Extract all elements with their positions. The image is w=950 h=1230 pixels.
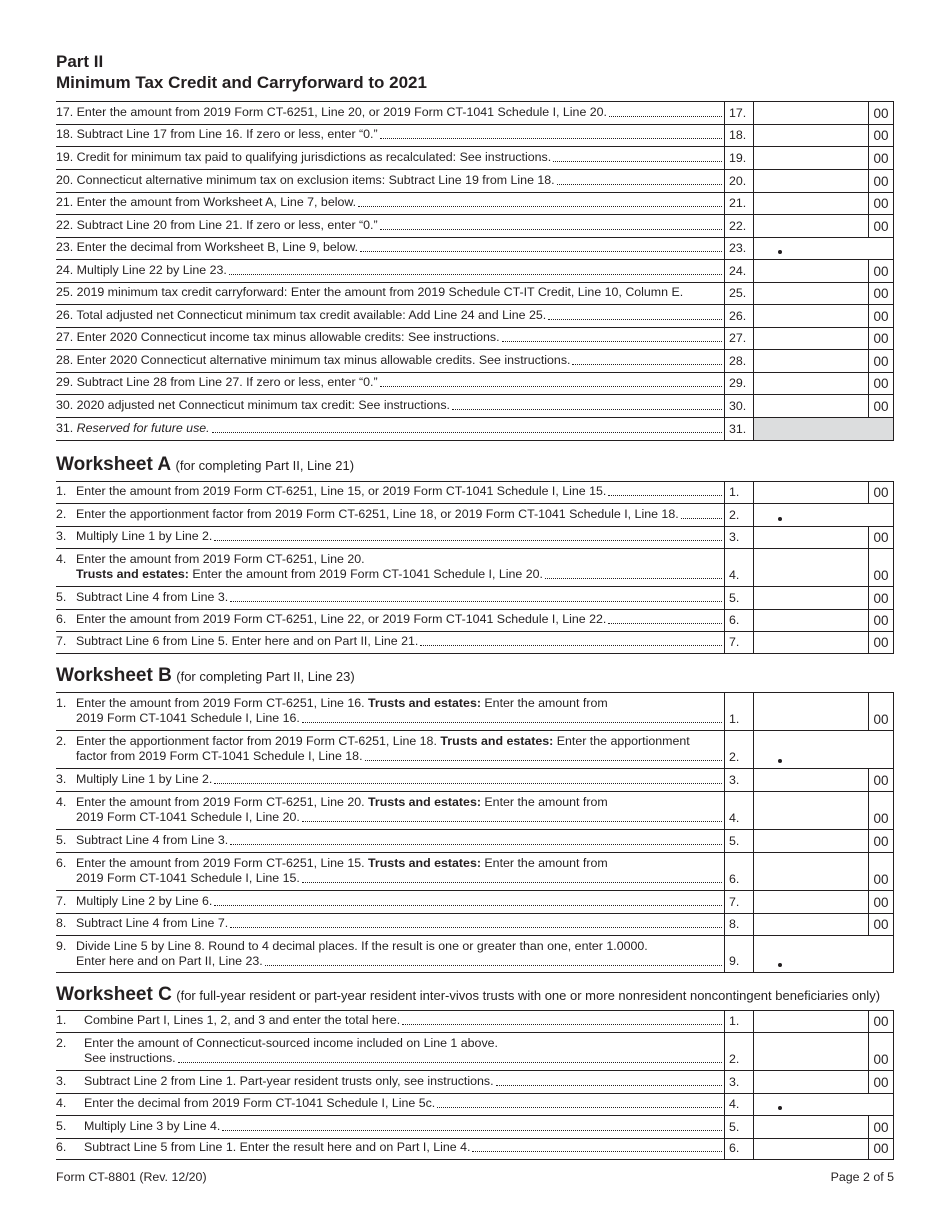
amount-field[interactable] [754, 587, 868, 609]
line-text: Subtract Line 4 from Line 3. [76, 590, 229, 604]
amount-field[interactable] [754, 792, 868, 829]
line-number: 20. [724, 170, 754, 192]
line-text: 28. Enter 2020 Connecticut alternative minimum tax minus allowable credits. See instructions. [56, 353, 571, 367]
line-text-1: Divide Line 5 by Line 8. Round to 4 decimal places. If the result is one or greater than one, enter 1.0000. [76, 939, 648, 953]
cents-label: 00 [868, 769, 894, 791]
part-subtitle: Minimum Tax Credit and Carryforward to 2021 [56, 73, 427, 92]
decimal-field[interactable] [754, 936, 893, 972]
amount-field[interactable] [754, 395, 868, 417]
cents-label: 00 [868, 632, 894, 653]
line-text: 2019 Form CT-1041 Schedule I, Line 20. [76, 810, 300, 824]
amount-field[interactable] [754, 260, 868, 282]
line-number: 7. [724, 632, 754, 653]
cents-label: 00 [868, 1116, 894, 1138]
cents-label: 00 [868, 350, 894, 372]
line-text: Multiply Line 3 by Line 4. [84, 1119, 221, 1133]
line-bold: Trusts and estates: [368, 696, 481, 710]
line-label: 1. [56, 696, 67, 710]
decimal-field[interactable] [754, 504, 893, 526]
line-text: See instructions. [84, 1051, 176, 1065]
line-text: Enter the amount from 2019 Form CT-6251, Line 22, or 2019 Form CT-1041 Schedule I, Line 22. [76, 612, 607, 626]
line-label: 9. [56, 939, 67, 953]
cents-label: 00 [868, 328, 894, 349]
line-row [56, 1115, 894, 1138]
decimal-field[interactable] [754, 1094, 893, 1115]
amount-field[interactable] [754, 891, 868, 913]
line-text: Combine Part I, Lines 1, 2, and 3 and enter the total here. [84, 1013, 401, 1027]
line-number: 9. [724, 936, 754, 972]
line-row [56, 304, 894, 327]
line-row [56, 1070, 894, 1093]
line-text: 20. Connecticut alternative minimum tax on exclusion items: Subtract Line 19 from Line 18. [56, 173, 555, 187]
cents-label: 00 [868, 693, 894, 730]
cents-label: 00 [868, 305, 894, 327]
amount-field[interactable] [754, 102, 868, 124]
line-label: 4. [56, 552, 67, 566]
line-label: 3. [56, 1074, 67, 1088]
line-number: 18. [724, 125, 754, 146]
cents-label: 00 [868, 527, 894, 548]
line-label: 2. [56, 507, 67, 521]
line-row [56, 730, 894, 768]
cents-label: 00 [868, 373, 894, 394]
amount-field[interactable] [754, 373, 868, 394]
line-number: 3. [724, 769, 754, 791]
decimal-point [778, 759, 782, 763]
line-text: 22. Subtract Line 20 from Line 21. If zero or less, enter “0.” [56, 218, 378, 232]
amount-field[interactable] [754, 170, 868, 192]
amount-field[interactable] [754, 305, 868, 327]
cents-label: 00 [868, 792, 894, 829]
line-text-1b: Enter the amount from [484, 795, 608, 809]
line-number: 6. [724, 853, 754, 890]
amount-field[interactable] [754, 125, 868, 146]
worksheet-c-heading [56, 984, 880, 1007]
line-text: 29. Subtract Line 28 from Line 27. If zero or less, enter “0.” [56, 375, 378, 389]
line-text: Multiply Line 2 by Line 6. [76, 894, 213, 908]
line-text: Multiply Line 1 by Line 2. [76, 529, 213, 543]
line-number: 6. [724, 610, 754, 631]
part-ii-table [56, 101, 894, 441]
line-text: 24. Multiply Line 22 by Line 23. [56, 263, 227, 277]
line-row [56, 829, 894, 852]
line-label: 3. [56, 529, 67, 543]
cents-label: 00 [868, 215, 894, 237]
line-text: Subtract Line 5 from Line 1. Enter the result here and on Part I, Line 4. [84, 1140, 471, 1154]
line-row [56, 349, 894, 372]
line-label: 6. [56, 612, 67, 626]
decimal-field[interactable] [754, 731, 893, 768]
line-row [56, 417, 894, 441]
line-label: 2. [56, 734, 67, 748]
line-text: Reserved for future use. [76, 421, 210, 435]
amount-field[interactable] [754, 482, 868, 503]
line-number: 25. [724, 283, 754, 304]
worksheet-c-title: Worksheet C [56, 984, 172, 1005]
worksheet-b-heading [56, 665, 355, 688]
amount-field[interactable] [754, 193, 868, 214]
line-text-1: Enter the amount from 2019 Form CT-6251, Line 15. [76, 856, 365, 870]
line-row [56, 1093, 894, 1115]
amount-field[interactable] [754, 1033, 868, 1070]
amount-field[interactable] [754, 610, 868, 631]
cents-label: 00 [868, 147, 894, 169]
line-row [56, 394, 894, 417]
line-number: 2. [724, 1033, 754, 1070]
line-text: Subtract Line 4 from Line 3. [76, 833, 229, 847]
cents-label: 00 [868, 853, 894, 890]
line-number: 17. [724, 102, 754, 124]
cents-label: 00 [868, 482, 894, 503]
line-row [56, 327, 894, 349]
line-label: 6. [56, 1140, 67, 1154]
line-row [56, 146, 894, 169]
line-row [56, 372, 894, 394]
worksheet-a-title: Worksheet A [56, 454, 172, 475]
line-row [56, 259, 894, 282]
line-number: 29. [724, 373, 754, 394]
line-text: 23. Enter the decimal from Worksheet B, Line 9, below. [56, 240, 359, 254]
line-text: 18. Subtract Line 17 from Line 16. If zero or less, enter “0.” [56, 127, 378, 141]
amount-field[interactable] [754, 350, 868, 372]
line-bold: Trusts and estates: [368, 795, 481, 809]
line-text-1: Enter the amount from 2019 Form CT-6251, Line 20. [76, 795, 365, 809]
line-label: 2. [56, 1036, 67, 1050]
line-label: 5. [56, 833, 67, 847]
line-row [56, 913, 894, 935]
line-row [56, 481, 894, 503]
line-text: factor from 2019 Form CT-1041 Schedule I, Line 18. [76, 749, 363, 763]
cents-label: 00 [868, 610, 894, 631]
line-text-1b: Enter the amount from [484, 696, 608, 710]
line-row [56, 791, 894, 829]
line-text: 17. Enter the amount from 2019 Form CT-6251, Line 20, or 2019 Form CT-1041 Schedule I, Line 20. [56, 105, 608, 119]
worksheet-b-title: Worksheet B [56, 665, 172, 686]
amount-field[interactable] [754, 549, 868, 586]
line-label: 1. [56, 1013, 67, 1027]
amount-field[interactable] [754, 914, 868, 935]
line-text: 2019 Form CT-1041 Schedule I, Line 16. [76, 711, 300, 725]
decimal-point [778, 250, 782, 254]
cents-label: 00 [868, 1011, 894, 1032]
line-row [56, 852, 894, 890]
line-label: 7. [56, 894, 67, 908]
line-bold: Trusts and estates: [440, 734, 554, 748]
line-number: 3. [724, 527, 754, 548]
decimal-point [778, 963, 782, 967]
line-number: 6. [724, 1139, 754, 1159]
line-row [56, 609, 894, 631]
worksheet-a-heading [56, 454, 354, 477]
amount-field[interactable] [754, 1116, 868, 1138]
cents-label: 00 [868, 914, 894, 935]
worksheet-a-table [56, 481, 894, 654]
line-text-1: Enter the apportionment factor from 2019 Form CT-6251, Line 18. [76, 734, 437, 748]
line-text: Multiply Line 1 by Line 2. [76, 772, 213, 786]
decimal-point [778, 517, 782, 521]
line-row [56, 503, 894, 526]
line-number: 19. [724, 147, 754, 169]
cents-label: 00 [868, 549, 894, 586]
worksheet-c-table [56, 1010, 894, 1160]
line-label: 5. [56, 1119, 67, 1133]
line-number: 2. [724, 731, 754, 768]
line-number: 26. [724, 305, 754, 327]
line-number: 1. [724, 693, 754, 730]
amount-field[interactable] [754, 1139, 868, 1159]
line-number: 28. [724, 350, 754, 372]
line-text: Enter the amount from 2019 Form CT-6251, Line 15, or 2019 Form CT-1041 Schedule I, Line 15. [76, 484, 607, 498]
line-row [56, 237, 894, 259]
line-number: 5. [724, 587, 754, 609]
cents-label: 00 [868, 125, 894, 146]
cents-label: 00 [868, 1033, 894, 1070]
worksheet-b-subtitle: (for completing Part II, Line 23) [176, 669, 355, 684]
line-number: 7. [724, 891, 754, 913]
line-text: 30. 2020 adjusted net Connecticut minimum tax credit: See instructions. [56, 398, 450, 412]
line-text-1b: Enter the amount from [484, 856, 608, 870]
amount-field[interactable] [754, 853, 868, 890]
line-text: 2019 Form CT-1041 Schedule I, Line 15. [76, 871, 300, 885]
line-text: 25. 2019 minimum tax credit carryforward: Enter the amount from 2019 Schedule CT-IT Credit, Line 10, Column E. [56, 285, 684, 299]
cents-label: 00 [868, 1139, 894, 1159]
line-label: 1. [56, 484, 67, 498]
line-label: 7. [56, 634, 67, 648]
line-row [56, 282, 894, 304]
line-row [56, 192, 894, 214]
line-row [56, 1138, 894, 1160]
amount-field[interactable] [754, 769, 868, 791]
page-number: Page 2 of 5 [830, 1170, 894, 1184]
line-number: 22. [724, 215, 754, 237]
amount-field[interactable] [754, 1071, 868, 1093]
worksheet-c-subtitle: (for full-year resident or part-year resident inter-vivos trusts with one or more nonresident noncontingent beneficiaries only) [176, 988, 881, 1003]
line-number: 27. [724, 328, 754, 349]
line-row [56, 935, 894, 973]
reserved-field [754, 418, 894, 440]
line-number: 4. [724, 1094, 754, 1115]
line-text-1: Enter the amount from 2019 Form CT-6251, Line 20. [76, 552, 365, 566]
line-label: 6. [56, 856, 67, 870]
line-number: 5. [724, 1116, 754, 1138]
line-row [56, 890, 894, 913]
line-text: 26. Total adjusted net Connecticut minimum tax credit available: Add Line 24 and Line 25. [56, 308, 547, 322]
line-number: 4. [724, 549, 754, 586]
line-number: 24. [724, 260, 754, 282]
form-id: Form CT-8801 (Rev. 12/20) [56, 1170, 207, 1184]
amount-field[interactable] [754, 632, 868, 653]
line-row [56, 548, 894, 586]
line-number: 31. [724, 418, 754, 440]
line-text: 21. Enter the amount from Worksheet A, Line 7, below. [56, 195, 357, 209]
line-text-1: Enter the amount from 2019 Form CT-6251, Line 16. [76, 696, 365, 710]
cents-label: 00 [868, 102, 894, 124]
amount-field[interactable] [754, 830, 868, 852]
line-text-1: Enter the amount of Connecticut-sourced income included on Line 1 above. [84, 1036, 498, 1050]
line-number: 5. [724, 830, 754, 852]
line-number: 21. [724, 193, 754, 214]
worksheet-b-table [56, 692, 894, 973]
line-text-1b: Enter the apportionment [556, 734, 690, 748]
decimal-point [778, 1106, 782, 1110]
line-row [56, 586, 894, 609]
line-row [56, 169, 894, 192]
line-number: 4. [724, 792, 754, 829]
decimal-field[interactable] [754, 238, 893, 259]
cents-label: 00 [868, 193, 894, 214]
line-label: 3. [56, 772, 67, 786]
line-number: 1. [724, 1011, 754, 1032]
cents-label: 00 [868, 283, 894, 304]
line-text: 19. Credit for minimum tax paid to qualifying jurisdictions as recalculated: See instructions. [56, 150, 552, 164]
line-row [56, 214, 894, 237]
line-bold: Trusts and estates: [368, 856, 481, 870]
worksheet-a-subtitle: (for completing Part II, Line 21) [175, 458, 355, 473]
line-text: Subtract Line 4 from Line 7. [76, 916, 229, 930]
cents-label: 00 [868, 587, 894, 609]
cents-label: 00 [868, 891, 894, 913]
line-row [56, 1010, 894, 1032]
line-row [56, 1032, 894, 1070]
line-text: Enter the apportionment factor from 2019 Form CT-6251, Line 18, or 2019 Form CT-1041 Schedule I, Line 18. [76, 507, 679, 521]
line-label: 5. [56, 590, 67, 604]
cents-label: 00 [868, 830, 894, 852]
line-number: 30. [724, 395, 754, 417]
line-text: Enter the decimal from 2019 Form CT-1041 Schedule I, Line 5c. [84, 1096, 436, 1110]
amount-field[interactable] [754, 1011, 868, 1032]
part-title: Part II [56, 52, 104, 71]
line-text: Subtract Line 6 from Line 5. Enter here and on Part II, Line 21. [76, 634, 419, 648]
line-number: 1. [724, 482, 754, 503]
line-text: Enter here and on Part II, Line 23. [76, 954, 263, 968]
cents-label: 00 [868, 170, 894, 192]
line-number: 3. [724, 1071, 754, 1093]
line-number: 8. [724, 914, 754, 935]
amount-field[interactable] [754, 283, 868, 304]
line-label: 4. [56, 1096, 67, 1110]
line-number: 23. [724, 238, 754, 259]
line-row [56, 124, 894, 146]
amount-field[interactable] [754, 693, 868, 730]
line-number: 2. [724, 504, 754, 526]
cents-label: 00 [868, 395, 894, 417]
amount-field[interactable] [754, 527, 868, 548]
line-text: Enter the amount from 2019 Form CT-1041 Schedule I, Line 20. [192, 567, 543, 581]
cents-label: 00 [868, 1071, 894, 1093]
line-bold: Trusts and estates: [76, 567, 189, 581]
line-row [56, 631, 894, 654]
line-text: Subtract Line 2 from Line 1. Part-year resident trusts only, see instructions. [84, 1074, 494, 1088]
line-prefix: 31. [56, 421, 77, 435]
line-text: 27. Enter 2020 Connecticut income tax minus allowable credits: See instructions. [56, 330, 500, 344]
cents-label: 00 [868, 260, 894, 282]
line-row [56, 768, 894, 791]
line-label: 4. [56, 795, 67, 809]
line-label: 8. [56, 916, 67, 930]
line-row [56, 526, 894, 548]
amount-field[interactable] [754, 328, 868, 349]
amount-field[interactable] [754, 147, 868, 169]
line-row [56, 692, 894, 730]
line-row [56, 101, 894, 124]
amount-field[interactable] [754, 215, 868, 237]
